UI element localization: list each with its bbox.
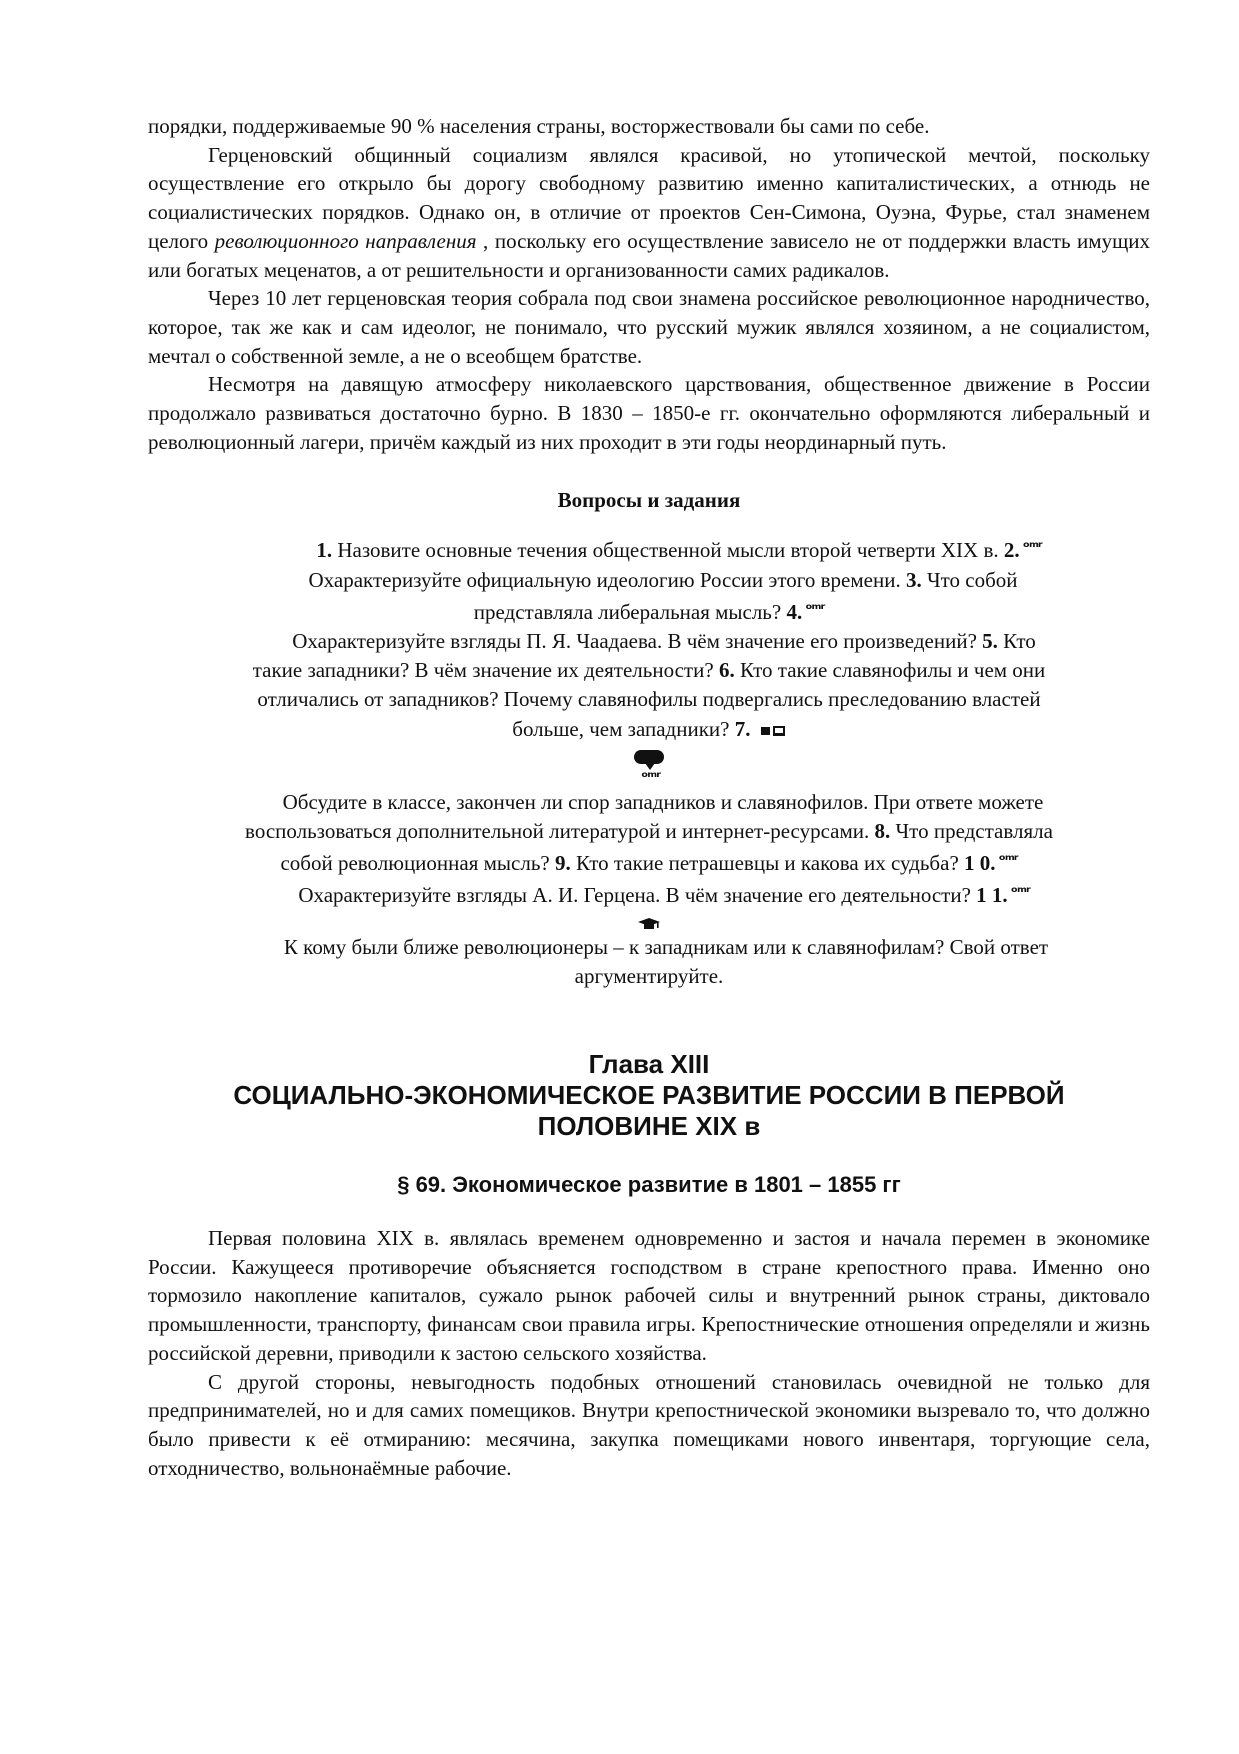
question-text: Что собой [921,567,1018,592]
chapter-name: СОЦИАЛЬНО-ЭКОНОМИЧЕСКОЕ РАЗВИТИЕ РОССИИ В ПЕРВОЙ [233,1080,1065,1111]
question-line [148,846,1150,878]
chapter-name: ПОЛОВИНЕ XIX в [537,1111,761,1142]
document-page [148,112,1150,1482]
question-text: Кто такие петрашевцы и какова их судьба? [570,851,965,876]
question-number: 5. [982,629,998,654]
question-text: Кто такие славянофилы и чем они [734,658,1046,683]
question-line [148,656,1150,685]
icon-glyph: ᵒᵐʳ [1010,883,1030,902]
question-line [148,878,1150,910]
question-text: представляла либеральная мысль? [473,599,787,624]
question-number: 3. [905,567,922,592]
question-number: 4. [786,599,803,624]
question-line [148,595,1150,627]
question-text: Назовите основные течения общественной мысли второй четверти XIX в. [332,538,1004,563]
question-text: такие западники? В чём значение их деятельности? [252,658,719,683]
chapter-number: Глава XIII [588,1049,710,1080]
paragraph: С другой стороны, невыгодность подобных отношений становилась очевидной не только для предпринимателей, но и для самих помещиков. Внутри крепостнической экономики вызревало то, что должно было привести к её отмиранию: месячина, закупка помещиками нового инвентаря, торгующие села, отходничество, вольнонаёмные рабочие. [148,1369,1150,1480]
question-text: Что представляла [890,819,1053,844]
questions-block [148,533,1150,991]
icon-glyph: ᵒᵐʳ [640,767,660,786]
question-text: Охарактеризуйте взгляды П. Я. Чаадаева. В чём значение его произведений? [292,629,983,654]
question-line [148,685,1150,714]
paragraph: Через 10 лет герценовская теория собрала под свои знамена российское революционное народничество, которое, так же как и сам идеолог, не понимало, что русский мужик являлся хозяином, а не социалистом, мечтал о собственной земле, а не о всеобщем братстве. [148,286,1150,368]
question-number: 9. [554,851,571,876]
question-number: 1 0. [964,851,996,876]
question-line [148,962,1150,991]
question-text: аргументируйте. [574,963,724,988]
icon-glyph: ᵒᵐʳ [998,851,1018,870]
chapter-title [148,1049,1150,1142]
question-text: Охарактеризуйте взгляды А. И. Герцена. В чём значение его деятельности? [298,883,977,908]
speech-bubble-icon [634,750,664,764]
question-text: Обсудите в классе, закончен ли спор западников и славянофилов. При ответе можете [282,789,1044,814]
question-line [148,788,1150,817]
emphasis-text: революционного направления [214,228,477,253]
paragraph [148,141,1150,285]
question-text: Охарактеризуйте официальную идеологию России этого времени. [308,567,906,592]
paragraph-text: Герценовский общинный социализм являлся красивой, но утопической мечтой, поскольку осуществление его открыло бы дорогу свободному развитию именно капиталистических, а отнюдь не социалистических порядков. Однако он, в отличие от проектов Сен-Симона, Оуэна, Фурье, стал знаменем целого [148,142,1150,253]
icon-row [148,911,1150,933]
paragraph: Несмотря на давящую атмосферу николаевского царствования, общественное движение в России продолжало развиваться достаточно бурно. В 1830 – 1850-е гг. окончательно оформляются либеральный и революционный лагери, причём каждый из них проходит в эти годы неординарный путь. [148,372,1150,454]
question-number: 1. [316,538,333,563]
question-text: больше, чем западники? [512,716,735,741]
question-number: 8. [874,819,891,844]
questions-heading: Вопросы и задания [557,488,741,513]
question-line [148,627,1150,656]
icon-glyph: ᵒᵐʳ [805,599,825,618]
question-number: 7. [734,716,751,741]
icon-glyph: ᵒᵐʳ [1022,538,1042,557]
paragraph: порядки, поддерживаемые 90 % населения страны, восторжествовали бы сами по себе. [148,114,930,138]
question-text: собой революционная мысль? [280,851,555,876]
question-line [148,533,1150,565]
paragraph: Первая половина XIX в. являлась временем одновременно и застоя и начала перемен в экономике России. Кажущееся противоречие объясняется господством в стране крепостного права. Именно оно тормозило накопление капиталов, сужало рынок рабочей силы и внутренний рынок страны, диктовало промышленности, транспорту, финансам свои правила игры. Крепостнические отношения определяли и жизнь российской деревни, приводили к застою сельского хозяйства. [148,1226,1150,1365]
graduation-cap-icon [637,917,661,931]
question-text: воспользоваться дополнительной литературой и интернет-ресурсами. [245,819,875,844]
question-text: отличались от западников? Почему славянофилы подвергались преследованию властей [257,687,1041,712]
question-number: 1 1. [976,883,1008,908]
section-title: § 69. Экономическое развитие в 1801 – 1855 гг [397,1172,901,1198]
question-line [148,817,1150,846]
question-line [148,933,1150,962]
question-number: 6. [718,658,735,683]
icon-row [148,744,1150,766]
question-number: 2. [1003,538,1020,563]
question-text: Кто [997,629,1036,654]
question-text: К кому были ближе революционеры – к западникам или к славянофилам? Свой ответ [283,934,1049,959]
question-line [148,566,1150,595]
question-line [148,715,1150,744]
paragraph-text: , поскольку его осуществление зависело не от поддержки власть имущих или богатых меценатов, а от решительности и организованности самих радикалов. [148,228,1150,282]
book-icon [760,725,786,737]
